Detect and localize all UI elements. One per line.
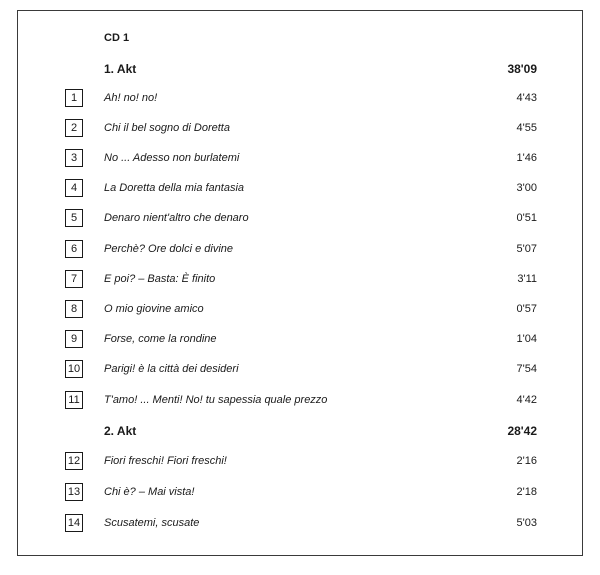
act-duration: 28'42 [507,424,537,438]
track-duration: 5'07 [516,243,537,255]
act-header [18,422,582,442]
track-duration: 0'51 [516,212,537,224]
track-duration: 4'55 [516,122,537,134]
track-title: La Doretta della mia fantasia [104,182,245,194]
track-title: Ah! no! no! [104,92,158,104]
track-duration: 1'46 [516,152,537,164]
track-duration: 4'43 [516,92,537,104]
track-row [18,149,582,169]
tracklist-frame [17,10,583,556]
track-duration: 4'42 [516,394,537,406]
track-duration: 0'57 [516,303,537,315]
track-row [18,391,582,411]
track-title: Scusatemi, scusate [104,517,200,529]
track-number: 2 [65,119,83,137]
track-title: No ... Adesso non burlatemi [104,152,240,164]
track-row [18,119,582,139]
track-number: 4 [65,179,83,197]
track-duration: 2'16 [516,455,537,467]
track-duration: 2'18 [516,486,537,498]
track-number: 1 [65,89,83,107]
track-row [18,452,582,472]
track-row [18,240,582,260]
track-title: Forse, come la rondine [104,333,217,345]
track-number: 7 [65,270,83,288]
track-number: 14 [65,514,83,532]
track-row [18,89,582,109]
track-row [18,360,582,380]
act-title: 1. Akt [104,62,137,76]
track-title: Fiori freschi! Fiori freschi! [104,455,227,467]
track-row [18,270,582,290]
track-row [18,330,582,350]
track-number: 11 [65,391,83,409]
track-row [18,514,582,534]
track-title: T'amo! ... Menti! No! tu sapessia quale prezzo [104,394,328,406]
track-title: O mio giovine amico [104,303,204,315]
act-header [18,60,582,80]
track-number: 8 [65,300,83,318]
track-number: 6 [65,240,83,258]
act-duration: 38'09 [507,62,537,76]
track-number: 9 [65,330,83,348]
track-duration: 5'03 [516,517,537,529]
track-title: Chi è? – Mai vista! [104,486,195,498]
act-title: 2. Akt [104,424,137,438]
track-number: 13 [65,483,83,501]
track-number: 12 [65,452,83,470]
track-title: Parigi! è la città dei desideri [104,363,239,375]
track-row [18,300,582,320]
track-row [18,209,582,229]
track-number: 10 [65,360,83,378]
track-row [18,179,582,199]
track-duration: 3'00 [516,182,537,194]
track-duration: 7'54 [516,363,537,375]
track-title: Perchè? Ore dolci e divine [104,243,234,255]
track-title: Chi il bel sogno di Doretta [104,122,230,134]
track-title: E poi? – Basta: È finito [104,273,216,285]
track-duration: 1'04 [516,333,537,345]
track-number: 5 [65,209,83,227]
track-duration: 3'11 [517,273,537,285]
track-number: 3 [65,149,83,167]
cd-label: CD 1 [104,32,130,44]
track-title: Denaro nient'altro che denaro [104,212,249,224]
track-row [18,483,582,503]
